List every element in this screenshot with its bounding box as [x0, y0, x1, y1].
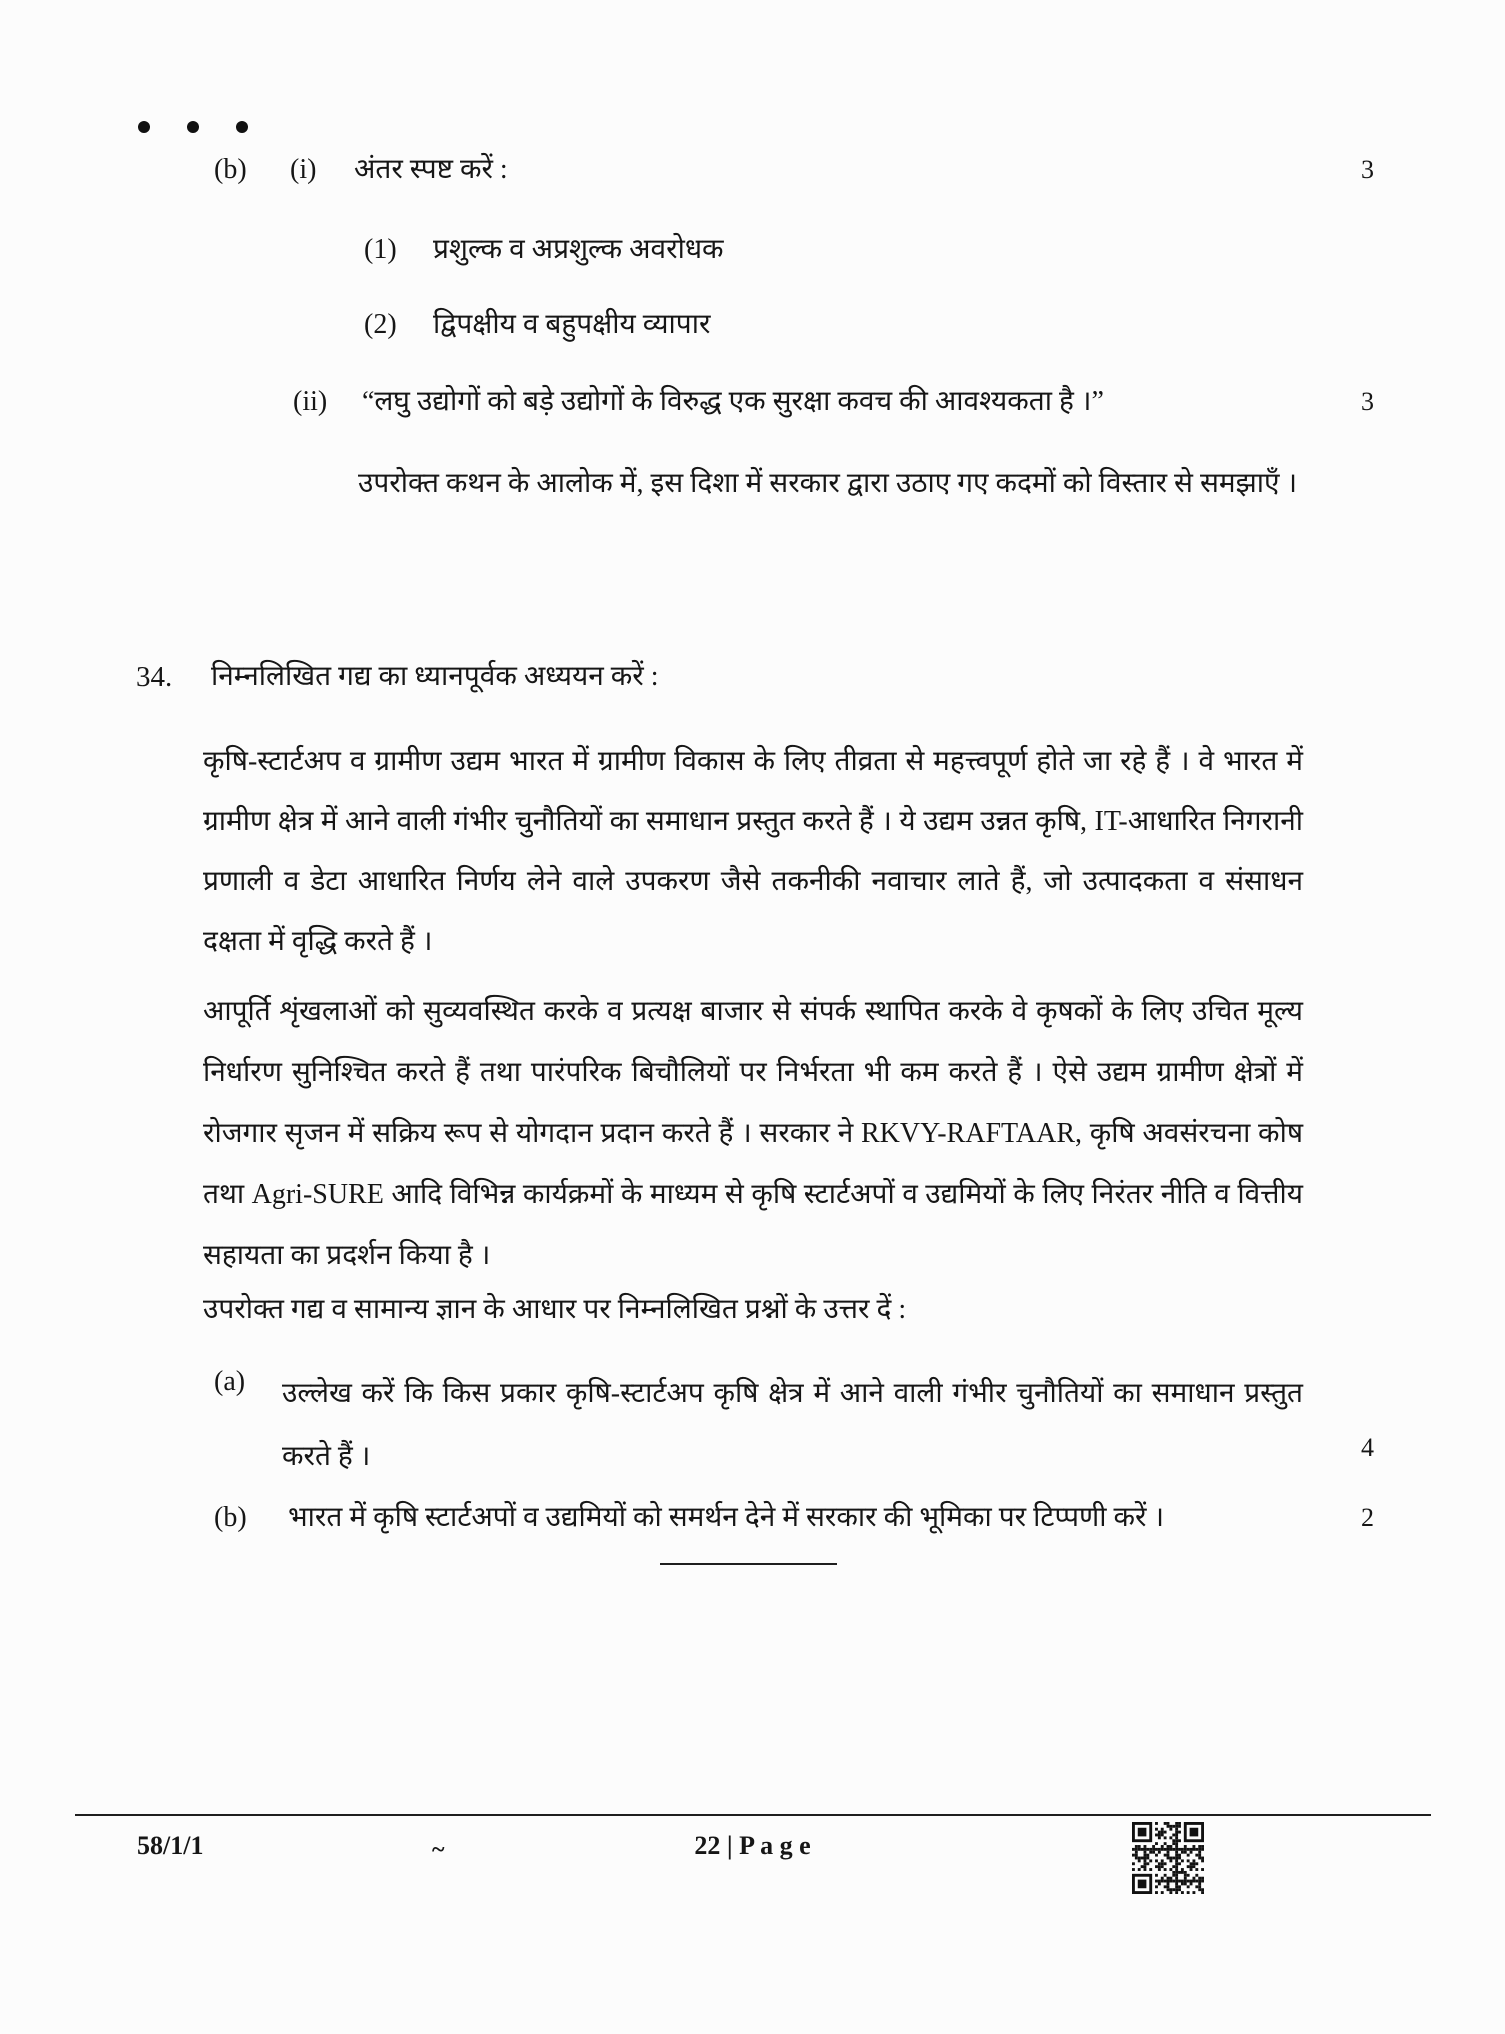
sub-question-a-label: (a): [214, 1366, 246, 1397]
marks-value: 3: [1361, 155, 1374, 184]
part-ii-instruction: उपरोक्त कथन के आलोक में, इस दिशा में सरकार द्वारा उठाए गए कदमों को विस्तार से समझाएँ ।: [358, 468, 1298, 499]
question-34-paragraph-1: कृषि-स्टार्टअप व ग्रामीण उद्यम भारत में ग्रामीण विकास के लिए तीव्रता से महत्त्वपूर्ण होते जा रहे हैं । वे भारत में ग्रामीण क्षेत्र में आने वाली गंभीर चुनौतियों का समाधान प्रस्तुत करते हैं । ये उद्यम उन्नत कृषि, IT-आधारित निगरानी प्रणाली व डेटा आधारित निर्णय लेने वाले उपकरण जैसे तकनीकी नवाचार लाते हैं, जो उत्पादकता व संसाधन दक्षता में वृद्धि करते हैं ।: [203, 746, 1303, 957]
qr-code-icon: [1132, 1822, 1204, 1894]
marks-value: 4: [1361, 1433, 1374, 1462]
question-34-intro: निम्नलिखित गद्य का ध्यानपूर्वक अध्ययन करें :: [211, 661, 659, 692]
marks-value: 3: [1361, 387, 1374, 416]
part-ii-quote: “लघु उद्योगों को बड़े उद्योगों के विरुद्ध एक सुरक्षा कवच की आवश्यकता है ।”: [362, 386, 1104, 417]
item-2-text: द्विपक्षीय व बहुपक्षीय व्यापार: [433, 309, 711, 340]
continuation-dots: [138, 118, 281, 136]
bullet-dot-icon: [187, 121, 199, 133]
item-2-label: (2): [364, 309, 397, 340]
sub-question-b-text: भारत में कृषि स्टार्टअपों व उद्यमियों को समर्थन देने में सरकार की भूमिका पर टिप्पणी करें ।: [288, 1502, 1165, 1533]
paper-code: 58/1/1: [137, 1831, 204, 1860]
sub-question-a-text: उल्लेख करें कि किस प्रकार कृषि-स्टार्टअप कृषि क्षेत्र में आने वाली गंभीर चुनौतियों का समाधान प्रस्तुत करते हैं ।: [282, 1378, 1303, 1472]
question-34-number: 34.: [136, 661, 173, 693]
question-b-label: (b): [214, 154, 247, 185]
part-i-heading: अंतर स्पष्ट करें :: [354, 154, 508, 185]
end-divider: [660, 1563, 837, 1565]
part-ii-label: (ii): [293, 386, 328, 417]
item-1-label: (1): [364, 234, 397, 265]
bullet-dot-icon: [138, 121, 150, 133]
question-34-paragraph-2: आपूर्ति शृंखलाओं को सुव्यवस्थित करके व प्रत्यक्ष बाजार से संपर्क स्थापित करके वे कृषकों के लिए उचित मूल्य निर्धारण सुनिश्चित करते हैं तथा पारंपरिक बिचौलियों पर निर्भरता भी कम करते हैं । ऐसे उद्यम ग्रामीण क्षेत्रों में रोजगार सृजन में सक्रिय रूप से योगदान प्रदान करते हैं । सरकार ने RKVY-RAFTAAR, कृषि अवसंरचना कोष तथा Agri-SURE आदि विभिन्न कार्यक्रमों के माध्यम से कृषि स्टार्टअपों व उद्यमियों के लिए निरंतर नीति व वित्तीय सहायता का प्रदर्शन किया है ।: [203, 996, 1303, 1271]
part-i-label: (i): [290, 154, 317, 185]
footer-rule: [75, 1814, 1431, 1816]
sub-question-b-label: (b): [214, 1502, 247, 1533]
page-number: 22 | P a g e: [694, 1831, 811, 1860]
marks-value: 2: [1361, 1503, 1374, 1532]
bullet-dot-icon: [236, 121, 248, 133]
question-34-outro: उपरोक्त गद्य व सामान्य ज्ञान के आधार पर निम्नलिखित प्रश्नों के उत्तर दें :: [203, 1294, 907, 1325]
footer-separator: ~: [432, 1837, 445, 1863]
item-1-text: प्रशुल्क व अप्रशुल्क अवरोधक: [433, 234, 724, 265]
